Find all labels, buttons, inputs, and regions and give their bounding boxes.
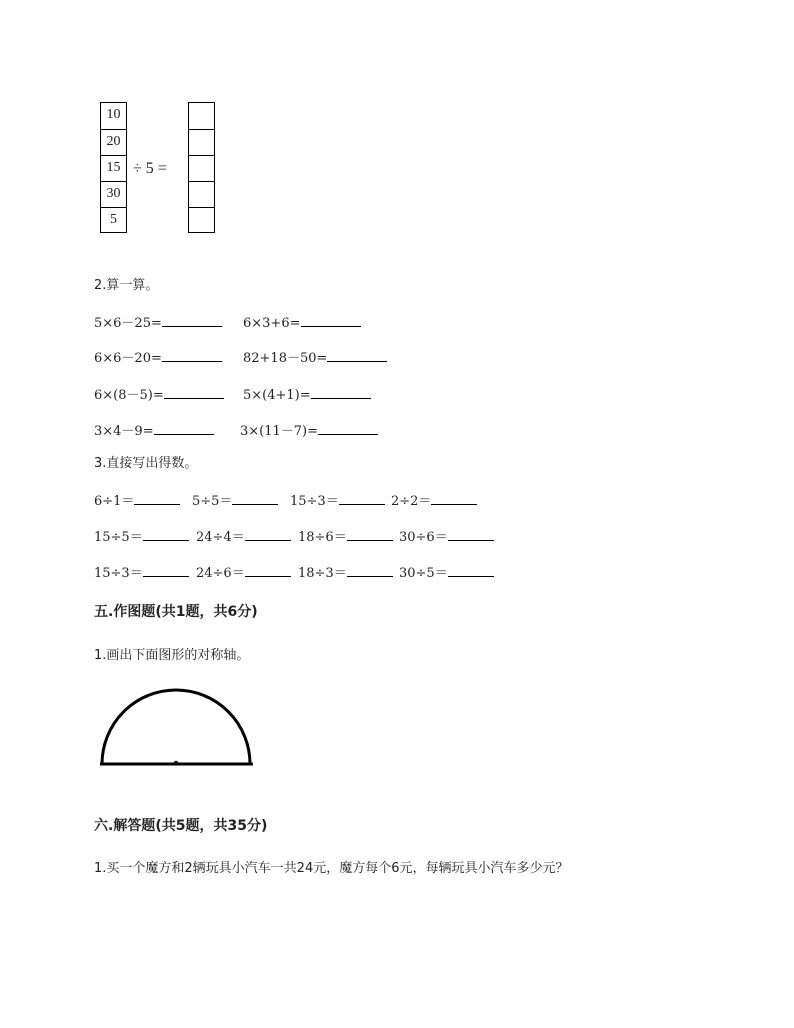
answer-blank[interactable]	[143, 528, 189, 541]
answer-cell[interactable]	[189, 155, 214, 181]
division-item: 30÷6＝	[399, 528, 494, 546]
answer-blank[interactable]	[347, 528, 393, 541]
section2-title: 2.算一算。	[94, 278, 159, 293]
answer-blank[interactable]	[448, 564, 494, 577]
part6-question: 1.买一个魔方和2辆玩具小汽车一共24元，魔方每个6元，每辆玩具小汽车多少元？	[94, 861, 569, 876]
answer-cell[interactable]	[189, 129, 214, 155]
division-item: 15÷3＝	[94, 564, 189, 582]
answer-blank[interactable]	[162, 349, 222, 362]
division-item: 18÷6＝	[298, 528, 393, 546]
division-item: 15÷5＝	[94, 528, 189, 546]
part5-question: 1.画出下面图形的对称轴。	[94, 648, 250, 663]
answer-blank[interactable]	[134, 492, 180, 505]
answer-blank[interactable]	[164, 386, 224, 399]
calc-item: 5×(4+1)=	[243, 386, 371, 404]
answer-blank[interactable]	[245, 564, 291, 577]
part6-heading: 六.解答题(共5题，共35分)	[94, 818, 268, 834]
dividend-column	[100, 102, 127, 233]
division-item: 5÷5＝	[192, 492, 278, 510]
answer-blank[interactable]	[347, 564, 393, 577]
calc-item: 6×6－20=	[94, 349, 222, 367]
part5-heading: 五.作图题(共1题，共6分)	[94, 604, 258, 620]
dividend-cell: 10	[106, 107, 121, 122]
division-item: 24÷6＝	[196, 564, 291, 582]
division-item: 18÷3＝	[298, 564, 393, 582]
answer-blank[interactable]	[327, 349, 387, 362]
division-item: 30÷5＝	[399, 564, 494, 582]
answer-blank[interactable]	[232, 492, 278, 505]
answer-cell[interactable]	[189, 207, 214, 233]
calc-item: 6×(8－5)=	[94, 386, 224, 404]
dividend-cell: 30	[101, 181, 126, 207]
answer-blank[interactable]	[311, 386, 371, 399]
calc-item: 82+18－50=	[243, 349, 387, 367]
division-item: 15÷3＝	[290, 492, 385, 510]
division-item: 2÷2＝	[391, 492, 477, 510]
answer-blank[interactable]	[245, 528, 291, 541]
answer-blank[interactable]	[339, 492, 385, 505]
dividend-cell: 15	[101, 155, 126, 181]
answer-cell[interactable]	[189, 181, 214, 207]
semicircle-arc	[102, 690, 250, 764]
answer-cell[interactable]	[189, 103, 214, 129]
division-item: 6÷1＝	[94, 492, 180, 510]
calc-item: 3×(11－7)=	[240, 422, 378, 440]
answer-blank[interactable]	[154, 422, 214, 435]
answer-blank[interactable]	[431, 492, 477, 505]
division-operator: ÷ 5 =	[133, 160, 167, 177]
calc-item: 5×6－25=	[94, 314, 222, 332]
answer-blank[interactable]	[318, 422, 378, 435]
answer-blank[interactable]	[301, 314, 361, 327]
answer-blank[interactable]	[143, 564, 189, 577]
dividend-cell: 5	[101, 207, 126, 233]
semicircle-figure	[96, 684, 258, 770]
section3-title: 3.直接写出得数。	[94, 456, 198, 471]
center-point	[174, 761, 178, 765]
dividend-cell: 20	[101, 129, 126, 155]
answer-column	[188, 102, 215, 233]
answer-blank[interactable]	[448, 528, 494, 541]
answer-blank[interactable]	[162, 314, 222, 327]
calc-item: 3×4－9=	[94, 422, 214, 440]
division-item: 24÷4＝	[196, 528, 291, 546]
calc-item: 6×3+6=	[243, 314, 361, 332]
